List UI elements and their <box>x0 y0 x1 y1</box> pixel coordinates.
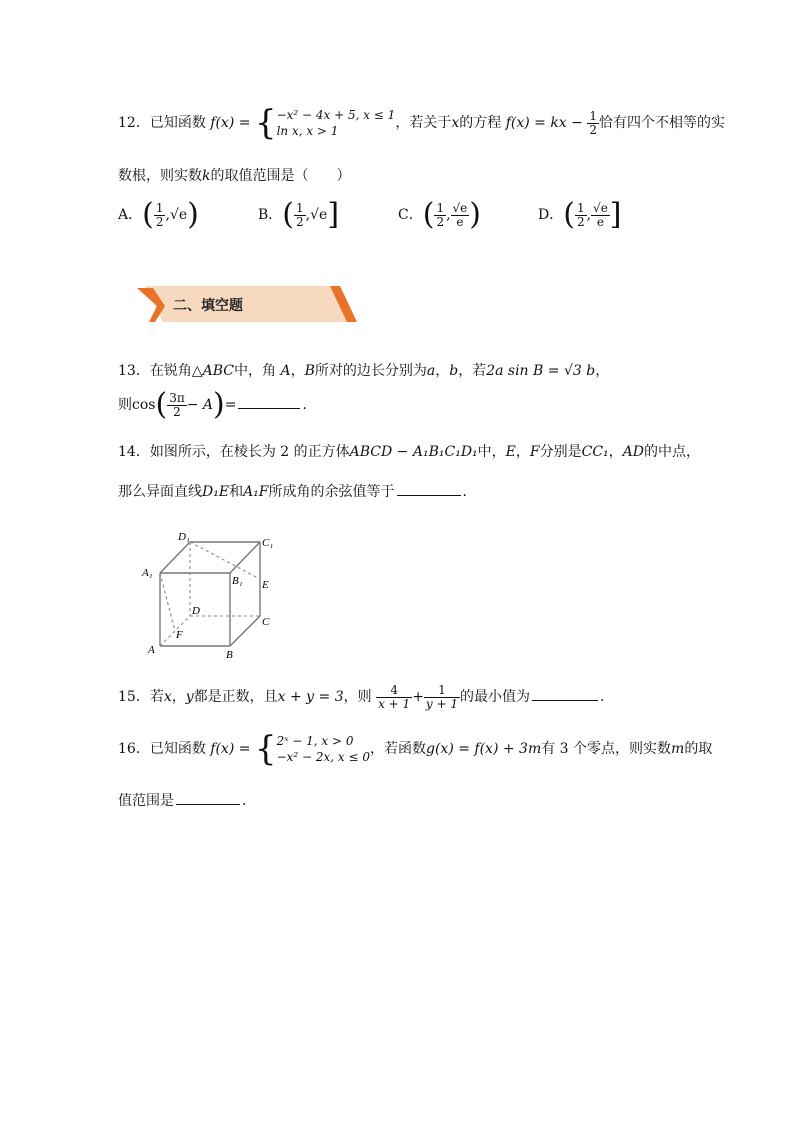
option-c[interactable]: C．( $\frac{1}{2}$ , $\frac{√e}{e}$ ) <box>398 197 481 232</box>
piecewise-cases: 2ˣ − 1, x > 0 −x² − 2x, x ≤ 0 <box>276 733 370 764</box>
question-12: 12．已知函数 f(x) = { −x² − 4x + 5, x ≤ 1 ln x, x > 1 ，若关于x的方程 f(x) = kx − $\frac{1}{2}$ 恰有四个不相等的实 <box>118 103 725 143</box>
question-12-line2: 数根，则实数k的取值范围是（ ） <box>118 168 351 184</box>
label-b: B <box>226 649 233 661</box>
piecewise-cases: −x² − 4x + 5, x ≤ 1 ln x, x > 1 <box>276 107 396 138</box>
option-a[interactable]: A．( $\frac{1}{2}$ ,√e) <box>118 197 199 232</box>
answer-blank[interactable] <box>397 495 461 496</box>
answer-blank[interactable] <box>176 804 240 805</box>
label-c: C <box>262 616 270 628</box>
option-b[interactable]: B．( $\frac{1}{2}$ ,√e] <box>258 197 340 232</box>
question-16-line2: 值范围是 ． <box>118 793 256 809</box>
question-14: 14．如图所示，在棱长为 2 的正方体ABCD − A₁B₁C₁D₁中，E，F分别是CC₁，AD的中点， <box>118 444 700 460</box>
section-header-banner <box>135 286 360 326</box>
label-d: D <box>192 605 200 617</box>
question-13: 13．在锐角△ABC中，角 A，B所对的边长分别为a，b，若2a sin B = √3 b， <box>118 363 610 379</box>
answer-blank[interactable] <box>532 700 598 701</box>
question-number: 12． <box>118 115 150 131</box>
label-b1: B₁ <box>232 575 243 587</box>
label-d1: D₁ <box>178 531 190 543</box>
answer-blank[interactable] <box>238 408 300 409</box>
cube-figure <box>140 528 290 663</box>
label-a1: A₁ <box>142 567 153 579</box>
label-e: E <box>262 579 269 591</box>
question-16: 16．已知函数 f(x) = { 2ˣ − 1, x > 0 −x² − 2x, x ≤ 0 ，若函数g(x) = f(x) + 3m有 3 个零点，则实数m的取 <box>118 729 713 769</box>
section-title: 二、填空题 <box>173 298 243 314</box>
label-c1: C₁ <box>262 537 274 549</box>
question-14-line2: 那么异面直线D₁E和A₁F所成角的余弦值等于 ． <box>118 484 477 500</box>
question-13-line2: 则cos( $\frac{3\pi}{2}$ − A)= ． <box>118 387 317 422</box>
label-a: A <box>148 644 155 656</box>
option-d[interactable]: D．( $\frac{1}{2}$ , $\frac{√e}{e}$ ] <box>538 197 622 232</box>
label-f: F <box>176 629 183 641</box>
question-15: 15．若x，y都是正数，且x + y = 3，则 $\frac{4}{x + 1}$ + $\frac{1}{y + 1}$ 的最小值为 ． <box>118 683 615 711</box>
fraction: $\frac{1}{2}$ <box>589 108 597 137</box>
section-header <box>135 286 360 326</box>
cube-diagram <box>140 528 290 663</box>
